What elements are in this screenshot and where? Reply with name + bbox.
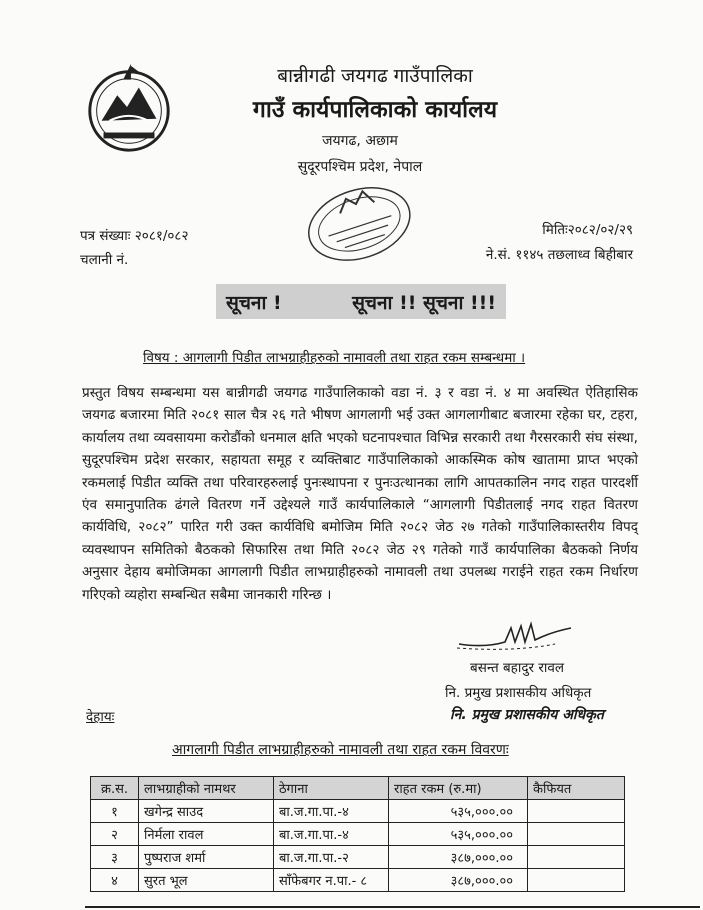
- table-row: [91, 823, 625, 846]
- cell-name: खगेन्द्र साउद: [139, 800, 274, 823]
- cell-amount: ५३५,०००.००: [389, 823, 528, 846]
- municipality-name: बान्नीगढी जयगढ गाउँपालिका: [277, 65, 473, 87]
- cell-name: पुष्पराज शर्मा: [139, 846, 274, 869]
- notice-label-left: सूचना !: [226, 291, 282, 314]
- office-province: सुदूरपश्चिम प्रदेश, नेपाल: [297, 159, 423, 175]
- col-header-name: लाभग्राहीको नामथर: [139, 777, 274, 800]
- dispatch-number: चलानी नं.: [80, 252, 129, 268]
- cell-address: बा.ज.गा.पा.-४: [274, 800, 389, 823]
- cell-remarks: [528, 846, 625, 869]
- table-header-row: [91, 777, 625, 800]
- signatory-stamp: नि. प्रमुख प्रशासकीय अधिकृत: [450, 707, 604, 723]
- cell-remarks: [528, 869, 625, 892]
- cell-name: निर्मला रावल: [139, 823, 274, 846]
- letter-date: मितिः२०८२/०२/२९: [542, 222, 633, 238]
- table-row: [91, 800, 625, 823]
- col-header-address: ठेगाना: [274, 777, 389, 800]
- notice-banner: [216, 284, 506, 319]
- cell-address: बा.ज.गा.पा.-२: [274, 846, 389, 869]
- col-header-serial: क्र.स.: [91, 777, 139, 800]
- cell-serial: १: [91, 800, 139, 823]
- signatory-role: नि. प्रमुख प्रशासकीय अधिकृत: [445, 685, 592, 701]
- reference-number: पत्र संख्याः २०८१/०८२: [80, 228, 189, 244]
- cell-address: साँफेबगर न.पा.- ८: [274, 869, 389, 892]
- col-header-amount: राहत रकम (रु.मा): [389, 777, 528, 800]
- nepal-sambat-date: ने.सं. ११४५ तछलाध्व बिहीबार: [485, 247, 633, 263]
- handwritten-signature: [455, 618, 575, 652]
- notice-body: प्रस्तुत विषय सम्बन्धमा यस बान्नीगढी जयगढ गाउँपालिकाको वडा नं. ३ र वडा नं. ४ मा अवस्थित ऐतिहासिक जयगढ बजारमा मिति २०८१ साल चैत्र २६ गते भीषण आगलागी भई उक्त आगलागीबाट बजारमा रहेका घर, टहरा, कार्यालय तथा व्यवसायमा करोडौंको धनमाल क्षति भएको घटनापश्चात विभिन्न सरकारी तथा गैरसरकारी संघ संस्था, सुदूरपश्चिम प्रदेश सरकार, सहायता समूह र व्यक्तिबाट गाउँपालिकाको आकस्मिक कोष खातामा प्राप्त भएको रकमलाई पिडीत व्यक्ति तथा परिवारहरुलाई पुनःस्थापना र पुनःउत्थानका लागि आपतकालिन नगद राहत पारदर्शी एंव समानुपातिक ढंगले वितरण गर्ने उद्देश्यले गाउँ कार्यपालिकाले “आगलागी पिडीतलाई नगद राहत वितरण कार्यविधि, २०८२” पारित गरी उक्त कार्यविधि बमोजिम मिति २०८२ जेठ २७ गतेको गाउँपालिकास्तरीय विपद् व्यवस्थापन समितिको बैठकको सिफारिस तथा मिति २०८२ जेठ २९ गतेको गाउँ कार्यपालिका बैठकको निर्णय अनुसार देहाय बमोजिमका आगलागी पिडीत लाभग्राहीहरुको नामावली तथा उपलब्ध गराईने राहत रकम निर्धारण गरिएको व्यहोरा सम्बन्धित सबैमा जानकारी गरिन्छ ।: [82, 385, 638, 603]
- cell-amount: ५३५,०००.००: [389, 800, 528, 823]
- cell-remarks: [528, 823, 625, 846]
- table-title: आगलागी पिडीत लाभग्राहीहरुको नामावली तथा राहत रकम विवरणः: [172, 742, 509, 758]
- signatory-name: बसन्त बहादुर रावल: [470, 660, 565, 676]
- office-seal-stamp: [300, 178, 418, 268]
- beneficiary-table: [90, 776, 625, 892]
- cell-name: सुरत भूल: [139, 869, 274, 892]
- cell-amount: ३८७,०००.००: [389, 869, 528, 892]
- office-location: जयगढ, अछाम: [322, 133, 398, 149]
- office-title: गाउँ कार्यपालिकाको कार्यालय: [252, 97, 498, 123]
- table-row: [91, 846, 625, 869]
- cell-amount: ३८७,०००.००: [389, 846, 528, 869]
- nepal-emblem-icon: [80, 60, 178, 158]
- annex-label: देहायः: [86, 709, 115, 725]
- subject-line: विषय : आगलागी पिडीत लाभग्राहीहरुको नामावली तथा राहत रकम सम्बन्धमा ।: [143, 350, 526, 366]
- notice-label-right: सूचना !! सूचना !!!: [352, 291, 496, 314]
- cell-serial: २: [91, 823, 139, 846]
- footer-divider: [85, 906, 700, 908]
- cell-serial: ४: [91, 869, 139, 892]
- cell-remarks: [528, 800, 625, 823]
- cell-serial: ३: [91, 846, 139, 869]
- table-row: [91, 869, 625, 892]
- cell-address: बा.ज.गा.पा.-४: [274, 823, 389, 846]
- col-header-remarks: कैफियत: [528, 777, 625, 800]
